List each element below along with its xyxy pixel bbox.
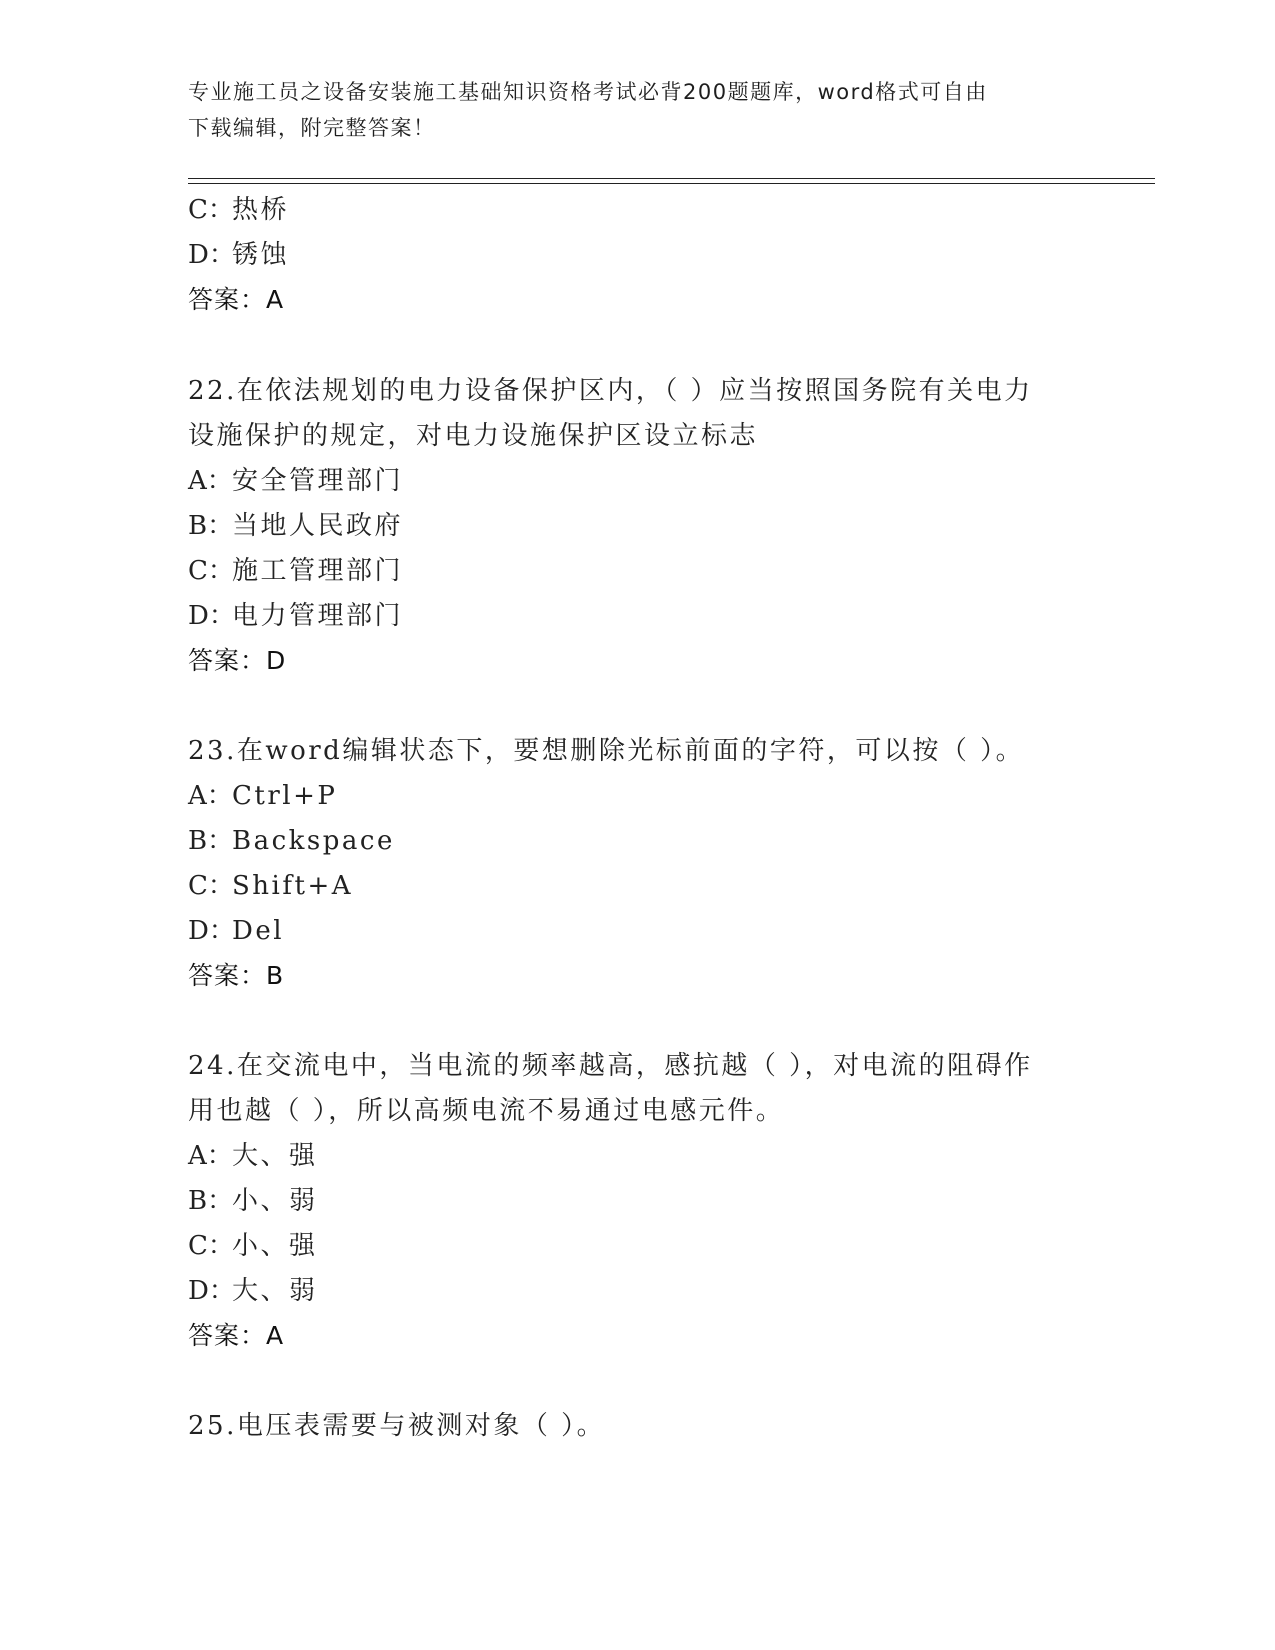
option-c [188, 869, 353, 903]
option-key: D： [188, 240, 235, 270]
document-header [188, 74, 1068, 146]
option-c [188, 193, 289, 227]
option-text: 施工管理部门 [232, 556, 404, 586]
question-stem: 25.电压表需要与被测对象（ ）。 [188, 1411, 606, 1441]
option-key: C： [188, 1231, 234, 1261]
header-title-line-2: 下载编辑，附完整答案！ [188, 116, 436, 140]
option-d [188, 1274, 318, 1308]
option-c [188, 554, 403, 588]
option-b [188, 509, 403, 543]
option-key: A： [188, 781, 233, 811]
option-text: 锈蚀 [232, 240, 290, 270]
option-d [188, 599, 403, 633]
option-text: Ctrl+P [232, 781, 338, 811]
header-divider-top [188, 178, 1155, 179]
option-text: Shift+A [232, 871, 354, 901]
option-a [188, 464, 403, 498]
option-key: C： [188, 195, 234, 225]
option-key: A： [188, 466, 233, 496]
question-stem: 24.在交流电中，当电流的频率越高，感抗越（ ），对电流的阻碍作 [188, 1051, 1033, 1081]
question-stem: 22.在依法规划的电力设备保护区内，（ ）应当按照国务院有关电力 [188, 376, 1033, 406]
question-stem: 23.在word编辑状态下，要想删除光标前面的字符，可以按（ ）。 [188, 736, 1025, 766]
option-d [188, 238, 289, 272]
option-b [188, 824, 395, 858]
option-text: 小、弱 [232, 1186, 318, 1216]
option-d [188, 914, 284, 948]
option-a [188, 1139, 318, 1173]
option-text: 大、弱 [232, 1276, 318, 1306]
option-key: D： [188, 601, 235, 631]
option-text: 大、强 [232, 1141, 318, 1171]
question-stem: 用也越（ ），所以高频电流不易通过电感元件。 [188, 1096, 785, 1126]
option-text: 安全管理部门 [232, 466, 404, 496]
option-a [188, 779, 337, 813]
question-stem: 设施保护的规定，对电力设施保护区设立标志 [188, 421, 759, 451]
option-key: D： [188, 1276, 235, 1306]
answer-line: 答案：A [188, 1321, 285, 1350]
option-key: C： [188, 871, 234, 901]
option-key: B： [188, 511, 234, 541]
option-text: 电力管理部门 [232, 601, 404, 631]
option-key: A： [188, 1141, 233, 1171]
answer-line: 答案：B [188, 961, 285, 990]
option-text: 当地人民政府 [232, 511, 404, 541]
answer-line: 答案：D [188, 646, 287, 675]
header-divider-bottom [188, 183, 1155, 184]
option-text: 小、强 [232, 1231, 318, 1261]
header-title-line-1: 专业施工员之设备安装施工基础知识资格考试必背200题题库，word格式可自由 [188, 80, 988, 104]
answer-line: 答案：A [188, 285, 285, 314]
option-c [188, 1229, 318, 1263]
option-b [188, 1184, 318, 1218]
option-text: Del [232, 916, 285, 946]
option-text: 热桥 [232, 195, 290, 225]
option-key: C： [188, 556, 234, 586]
option-key: B： [188, 826, 234, 856]
option-key: D： [188, 916, 235, 946]
option-key: B： [188, 1186, 234, 1216]
option-text: Backspace [232, 826, 395, 856]
